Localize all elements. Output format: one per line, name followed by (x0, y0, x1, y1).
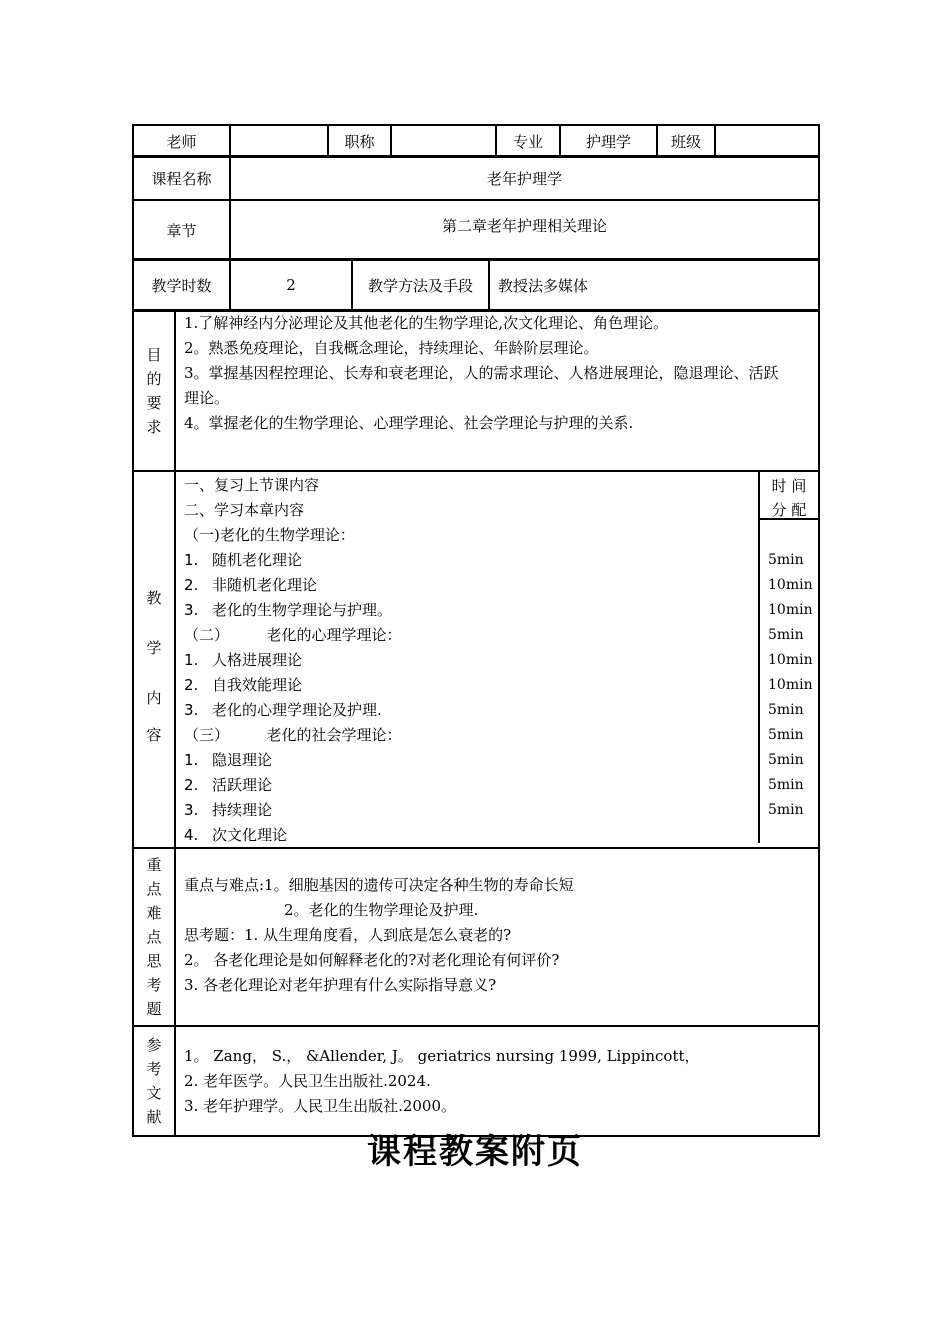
time-value: 5min (768, 552, 804, 568)
list-item: 3. 持续理论 (184, 801, 273, 819)
teaching-content (175, 471, 819, 848)
appendix-page-title: 课程教案附页 (367, 1132, 583, 1172)
main-table (132, 309, 820, 1137)
hours-table (132, 258, 820, 312)
keypoints-label-char: 题 (146, 1000, 162, 1018)
time-header-line: 分 配 (771, 501, 807, 519)
references-label-char: 考 (146, 1060, 162, 1078)
section-title: （三） 老化的社会学理论： (184, 726, 402, 744)
objectives-label-char: 要 (146, 393, 162, 412)
question-line: 2。 各老化理论是如何解释老化的?对老化理论有何评价? (184, 951, 560, 969)
list-item: 3. 老化的生物学理论与护理。 (184, 601, 393, 619)
major-label: 专业 (496, 125, 560, 157)
course-name-label: 课程名称 (133, 156, 230, 200)
teaching-label (133, 471, 175, 848)
time-list (760, 520, 818, 823)
list-item: 2. 非随机老化理论 (184, 576, 318, 594)
objectives-label-char: 目 (146, 345, 162, 364)
list-item: 4. 次文化理论 (184, 826, 288, 844)
time-header-line: 时 间 (771, 477, 807, 495)
teaching-label-char: 教 (146, 588, 162, 607)
objectives-label (133, 310, 175, 471)
reference-line: 1。 Zang， S.， &Allender, J。 geriatrics nursing 1999, Lippincott， (184, 1047, 700, 1065)
objectives-content (175, 310, 819, 471)
class-label: 班级 (657, 125, 715, 157)
keypoint-line: 重点与难点:1。细胞基因的遗传可决定各种生物的寿命长短 (184, 876, 574, 894)
list-item: 1. 随机老化理论 (184, 551, 303, 569)
question-line: 思考题：1. 从生理角度看，人到底是怎么衰老的? (184, 926, 512, 944)
objective-line: 3。掌握基因程控理论、长寿和衰老理论，人的需求理论、人格进展理论，隐退理论、活跃 (184, 364, 779, 382)
teaching-label-char: 内 (146, 688, 162, 707)
time-allocation-column (758, 472, 818, 843)
time-allocation-header (760, 472, 818, 520)
title-value (391, 125, 496, 157)
chapter-label: 章节 (133, 200, 230, 260)
method-value: 教授法多媒体 (489, 259, 819, 311)
keypoints-content (175, 848, 819, 1026)
chapter-value: 第二章老年护理相关理论 (230, 200, 819, 260)
list-item: 2. 活跃理论 (184, 776, 273, 794)
references-label-char: 文 (146, 1084, 162, 1102)
time-value: 10min (768, 577, 813, 593)
objective-line: 1.了解神经内分泌理论及其他老化的生物学理论,次文化理论、角色理论。 (184, 314, 669, 332)
objectives-label-char: 求 (146, 417, 162, 436)
hours-value: 2 (230, 259, 352, 311)
time-value: 5min (768, 727, 804, 743)
references-content (175, 1026, 819, 1136)
time-value: 10min (768, 677, 813, 693)
time-value: 5min (768, 627, 804, 643)
teaching-label-char: 容 (146, 725, 162, 744)
time-value: 10min (768, 652, 813, 668)
class-value (715, 125, 819, 157)
references-label-char: 参 (146, 1036, 162, 1054)
time-value: 5min (768, 702, 804, 718)
objective-line: 4。掌握老化的生物学理论、心理学理论、社会学理论与护理的关系. (184, 414, 634, 432)
objectives-label-char: 的 (146, 369, 162, 388)
course-name-value: 老年护理学 (230, 156, 819, 200)
course-table (132, 155, 820, 261)
section-title: （一)老化的生物学理论： (184, 526, 355, 544)
keypoint-line: 2。老化的生物学理论及护理. (284, 901, 479, 919)
teacher-label: 老师 (133, 125, 230, 157)
objective-line: 理论。 (184, 389, 230, 407)
method-label: 教学方法及手段 (352, 259, 489, 311)
list-item: 2. 自我效能理论 (184, 676, 303, 694)
references-label-char: 献 (146, 1108, 162, 1126)
keypoints-label (133, 848, 175, 1026)
keypoints-label-char: 点 (146, 880, 162, 898)
objective-line: 2。熟悉免疫理论，自我概念理论，持续理论、年龄阶层理论。 (184, 339, 599, 357)
title-label: 职称 (328, 125, 391, 157)
hours-label: 教学时数 (133, 259, 230, 311)
time-value: 5min (768, 777, 804, 793)
header-table (132, 124, 820, 158)
time-value: 5min (768, 802, 804, 818)
time-value: 10min (768, 602, 813, 618)
references-label (133, 1026, 175, 1136)
teaching-label-char: 学 (146, 638, 162, 657)
reference-line: 3. 老年护理学。人民卫生出版社.2000。 (184, 1097, 457, 1115)
keypoints-label-char: 点 (146, 928, 162, 946)
new-content-heading: 二、学习本章内容 (184, 501, 305, 519)
list-item: 1. 隐退理论 (184, 751, 273, 769)
review-heading: 一、复习上节课内容 (184, 476, 320, 494)
list-item: 1. 人格进展理论 (184, 651, 303, 669)
question-line: 3. 各老化理论对老年护理有什么实际指导意义? (184, 976, 497, 994)
section-title: （二） 老化的心理学理论： (184, 626, 402, 644)
keypoints-label-char: 思 (146, 952, 162, 970)
keypoints-label-char: 难 (146, 904, 162, 922)
time-value: 5min (768, 752, 804, 768)
keypoints-label-char: 重 (146, 856, 162, 874)
keypoints-label-char: 考 (146, 976, 162, 994)
list-item: 3. 老化的心理学理论及护理. (184, 701, 382, 719)
major-value: 护理学 (560, 125, 657, 157)
teacher-value (230, 125, 328, 157)
reference-line: 2. 老年医学。人民卫生出版社.2024. (184, 1072, 431, 1090)
